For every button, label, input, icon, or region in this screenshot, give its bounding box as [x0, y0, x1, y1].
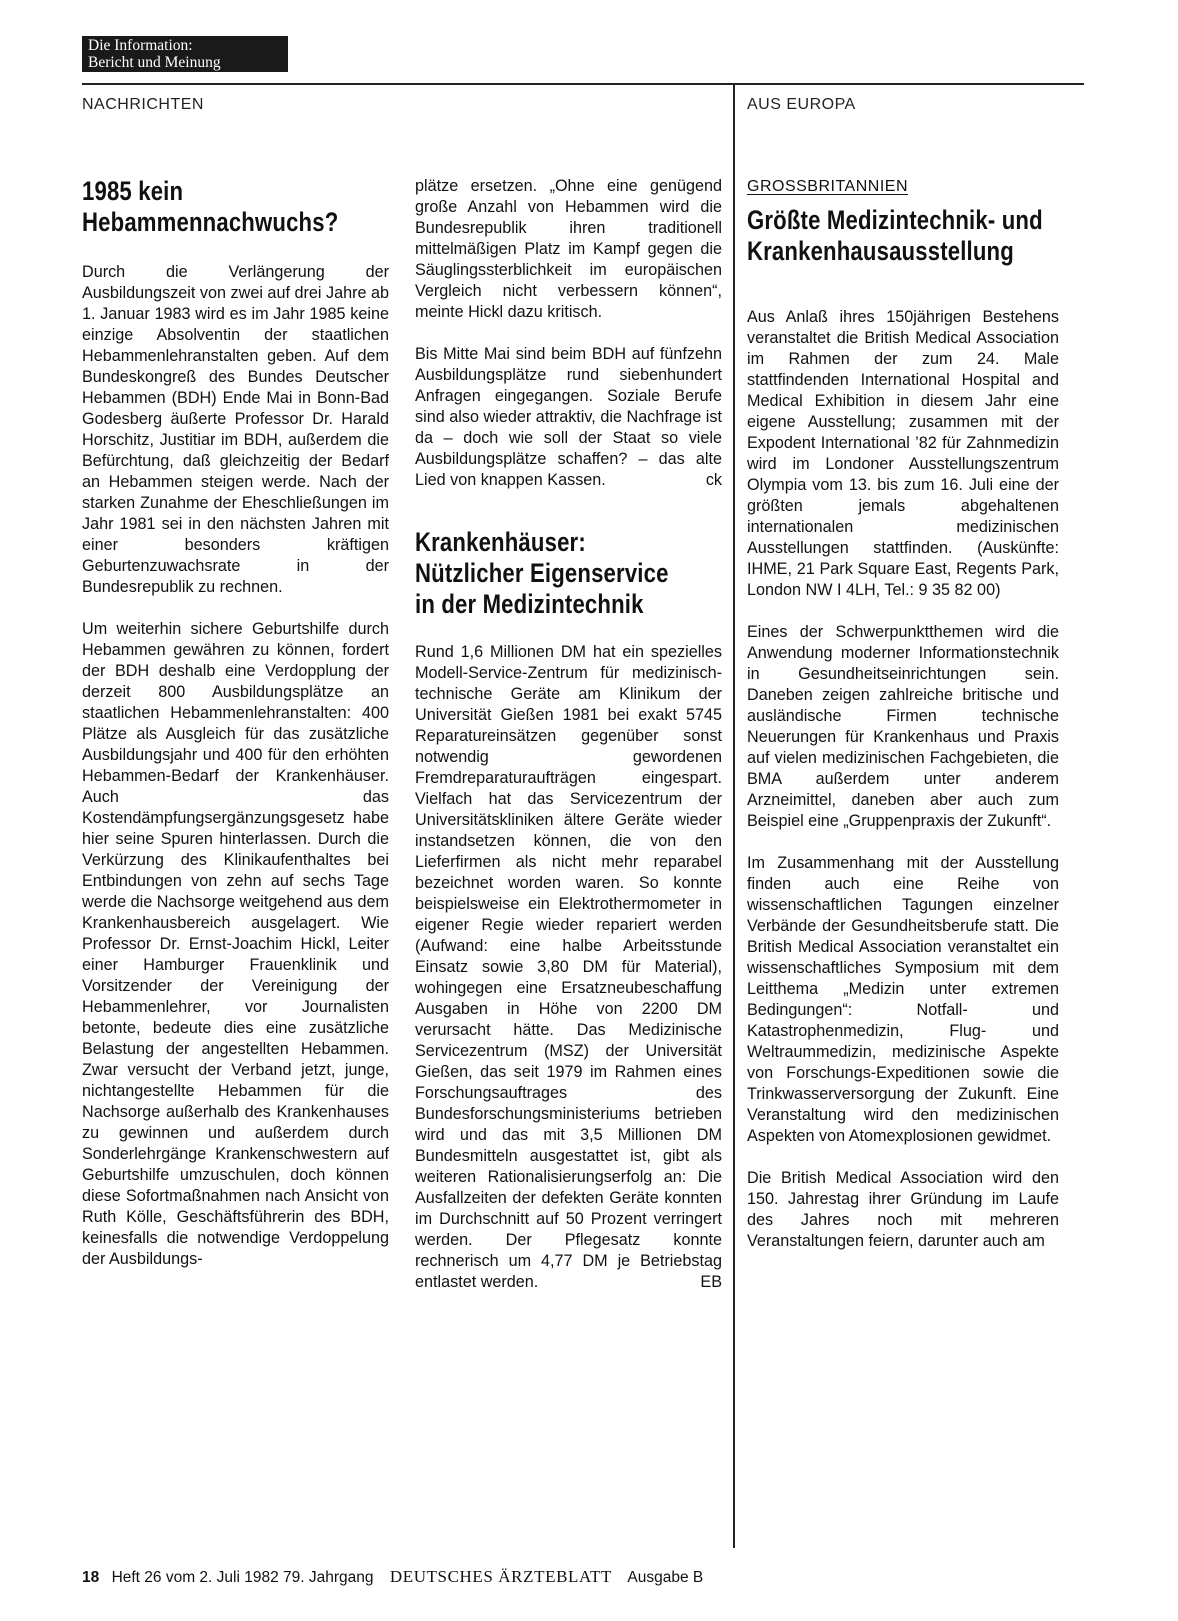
article-1-paragraph-2: Um weiterhin sichere Geburtshilfe durch Hebammen gewähren zu können, fordert der BDH deshalb eine Verdopplung der derzeit 800 Ausbildungsplätze an staatlichen Hebammenlehranstalten: 400 Plätze als Ausgleich für das zusätzliche Ausbildungsjahr und 400 für den erhöhten Hebammen-Bedarf der Krankenhäuser. Auch das Kostendämpfungsergänzungsgesetz habe hier seine Spuren hinterlassen. Durch die Verkürzung des Klinikaufenthaltes bei Entbindungen von zehn auf sechs Tage werde die Nachsorge weitgehend aus dem Krankenhausbereich ausgelagert. Wie Professor Dr. Ernst-Joachim Hickl, Leiter einer Hamburger Frauenklinik und Vorsitzender der Vereinigung der Hebammenlehrer, vor Journalisten betonte, bedeute dies eine zusätzliche Belastung der angestellten Hebammen. Zwar versucht der Verband jetzt, junge, nichtangestellte Hebammen für die Nachsorge außerhalb des Krankenhauses zu gewinnen und außerdem durch Sonderlehrgänge Krankenschwestern auf Geburtshilfe umzuschulen, doch können diese Sofortmaßnahmen nach Ansicht von Ruth Kölle, Geschäftsführerin des BDH, keinesfalls die notwendige Verdoppelung der Ausbildungs- [82, 620, 389, 1268]
article-1-paragraph-1: Durch die Verlängerung der Ausbildungszeit von zwei auf drei Jahre ab 1. Januar 1983 wird es im Jahr 1985 keine einzige Absolventin der staatlichen Hebammenlehranstalten geben. Auf dem Bundeskongreß des Bundes Deutscher Hebammen (BDH) Ende Mai in Bonn-Bad Godesberg äußerte Professor Dr. Harald Horschitz, Justitiar im BDH, außerdem die Befürchtung, daß gleichzeitig der Bedarf an Hebammen steigen werde. Nach der starken Zunahme der Eheschließungen im Jahr 1981 sei in den nächsten Jahren mit einer besonders kräftigen Geburtenzuwachsrate in der Bundesrepublik zu rechnen. [82, 263, 389, 596]
article-column-2 [415, 176, 722, 1293]
article-1-headline-line2: Hebammennachwuchs? [82, 207, 339, 237]
header-rule [82, 83, 1084, 85]
article-3-column [747, 176, 1059, 1252]
section-badge [82, 36, 288, 72]
article-3-headline-line1: Größte Medizintechnik- und [747, 205, 1043, 235]
article-3-headline [747, 205, 1059, 267]
edition-label: Ausgabe B [627, 1569, 704, 1586]
magazine-title: DEUTSCHES ÄRZTEBLATT [389, 1567, 612, 1586]
article-2-signature: EB [700, 1273, 722, 1291]
article-2-headline-line3: in der Medizintechnik [415, 589, 644, 619]
article-1-column-1 [82, 176, 389, 1270]
column-divider [733, 83, 735, 1548]
article-1-signature: ck [705, 471, 722, 489]
article-1-headline [82, 176, 389, 238]
article-1-headline-line1: 1985 kein [82, 176, 184, 206]
article-3-paragraph-1: Aus Anlaß ihres 150jährigen Bestehens veranstaltet die British Medical Association im Rahmen der zum 24. Male stattfindenden International Hospital and Medical Exhibition in diesem Jahr eine eigene Ausstellung; zusammen mit der Expodent International ’82 für Zahnmedizin wird im Londoner Ausstellungszentrum Olympia vom 13. bis zum 16. Juli eine der größten jemals abgehaltenen internationalen medizinischen Ausstellungen stattfinden. (Auskünfte: IHME, 21 Park Square East, Regents Park, London NW I 4LH, Tel.: 9 35 82 00) [747, 308, 1059, 599]
article-1-paragraph-3: plätze ersetzen. „Ohne eine genügend große Anzahl von Hebammen wird die Bundesrepublik ihren traditionell mittelmäßigen Platz im Kampf gegen die Säuglingssterblichkeit im europäischen Vergleich nicht verbessern können“, meinte Hickl dazu kritisch. [415, 177, 722, 321]
article-3-paragraph-2: Eines der Schwerpunktthemen wird die Anwendung moderner Informationstechnik in Gesundheitseinrichtungen sein. Daneben zeigen zahlreiche britische und ausländische Firmen technische Neuerungen für Krankenhaus und Praxis auf vielen medizinischen Fachgebieten, die BMA außerdem unter anderem Arzneimittel, daneben aber auch zum Beispiel eine „Gruppenpraxis der Zukunft“. [747, 623, 1059, 830]
section-badge-line2: Bericht und Meinung [88, 54, 221, 71]
article-3-headline-line2: Krankenhausausstellung [747, 236, 1014, 266]
page-footer [82, 1567, 703, 1587]
article-3-kicker: GROSSBRITANNIEN [747, 178, 908, 195]
article-2-headline-line1: Krankenhäuser: [415, 527, 586, 557]
article-2-headline [415, 527, 722, 620]
article-2-headline-line2: Nützlicher Eigenservice [415, 558, 669, 588]
section-label-left: NACHRICHTEN [82, 96, 204, 113]
section-badge-line1: Die Information: [88, 37, 193, 54]
article-3-paragraph-3: Im Zusammenhang mit der Ausstellung finden auch eine Reihe von wissenschaftlichen Tagungen einzelner Verbände der Gesundheitsberufe statt. Die British Medical Association veranstaltet ein wissenschaftliches Symposium mit dem Leitthema „Medizin unter extremen Bedingungen“: Notfall- und Katastrophenmedizin, Flug- und Weltraummedizin, medizinische Aspekte von Forschungs-Expeditionen sowie die Trinkwasserversorgung der Zukunft. Eine Veranstaltung wird den medizinischen Aspekten von Atomexplosionen gewidmet. [747, 854, 1059, 1145]
section-label-right: AUS EUROPA [747, 96, 856, 113]
issue-info: Heft 26 vom 2. Juli 1982 79. Jahrgang [111, 1569, 374, 1586]
article-2-paragraph-1: Rund 1,6 Millionen DM hat ein spezielles Modell-Service-Zentrum für medizinisch-technische Geräte am Klinikum der Universität Gießen 1981 bei exakt 5745 Reparatureinsätzen gegenüber sonst notwendig gewordenen Fremdreparaturaufträgen eingespart. Vielfach hat das Servicezentrum der Universitätskliniken ältere Geräte wieder instandsetzen können, die von den Lieferfirmen als nicht mehr reparabel bezeichnet worden waren. So konnte beispielsweise ein Elektrothermometer in eigener Regie wieder repariert werden (Aufwand: eine halbe Arbeitsstunde Einsatz sowie 3,80 DM für Material), wohingegen eine Ersatzneubeschaffung Ausgaben in Höhe von 2200 DM verursacht hätte. Das Medizinische Servicezentrum (MSZ) der Universität Gießen, das seit 1979 im Rahmen eines Forschungsauftrages des Bundesforschungsministeriums betrieben wird und das mit 3,5 Millionen DM Bundesmitteln ausgestattet ist, gibt als weiteren Rationalisierungserfolg an: Die Ausfallzeiten der defekten Geräte konnten im Durchschnitt auf 50 Prozent verringert werden. Der Pflegesatz konnte rechnerisch um 4,77 DM je Betriebstag entlastet werden. EB [415, 643, 722, 1291]
article-3-paragraph-4: Die British Medical Association wird den 150. Jahrestag ihrer Gründung im Laufe des Jahres noch mit mehreren Veranstaltungen feiern, darunter auch am [747, 1169, 1059, 1250]
page-number: 18 [82, 1569, 100, 1586]
article-1-paragraph-4: Bis Mitte Mai sind beim BDH auf fünfzehn Ausbildungsplätze rund siebenhundert Anfragen eingegangen. Soziale Berufe sind also wieder attraktiv, die Nachfrage ist da – doch wie soll der Staat so viele Ausbildungsplätze schaffen? – das alte Lied von knappen Kassen. ck [415, 345, 722, 489]
